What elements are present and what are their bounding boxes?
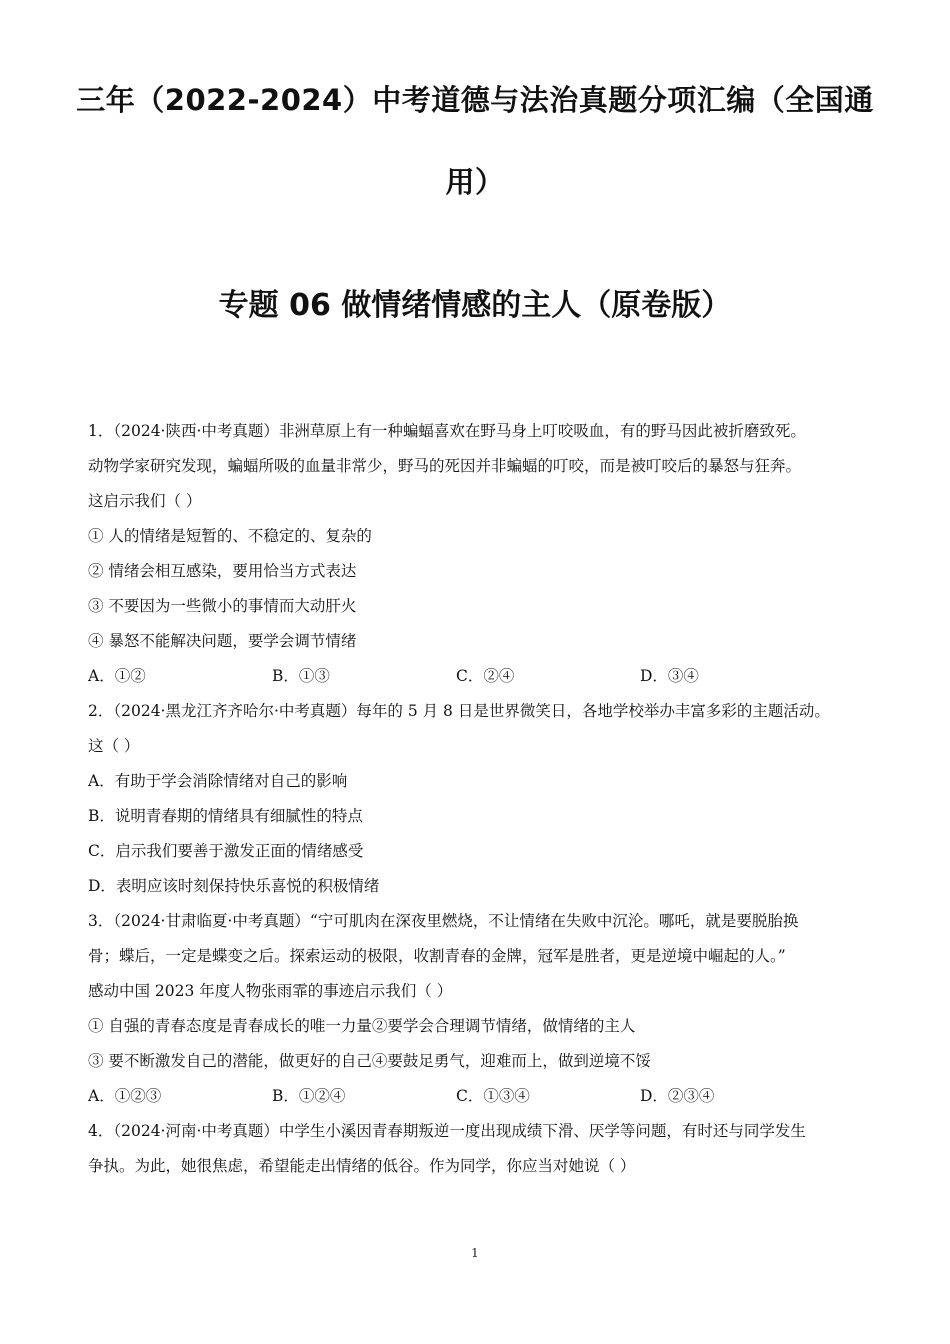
question-4-stem-line: 4．（2024·河南·中考真题）中学生小溪因青春期叛逆一度出现成绩下滑、厌学等问题，有时还与同学发生 — [88, 1122, 806, 1140]
option-c: C．②④ — [456, 667, 515, 685]
question-3-stem-line: 骨；蝶后，一定是蝶变之后。探索运动的极限，收割青春的金牌，冠军是胜者，更是逆境中崛起的人。” — [88, 947, 786, 965]
question-2-option: C．启示我们要善于激发正面的情绪感受 — [88, 842, 364, 860]
option-a: A．①②③ — [88, 1087, 162, 1105]
question-3-stem-line: 3．（2024·甘肃临夏·中考真题）“宁可肌肉在深夜里燃烧，不让情绪在失败中沉沦。哪吒，就是要脱胎换 — [88, 912, 799, 930]
option-b: B．①③ — [272, 667, 330, 685]
question-1-statement: ④ 暴怒不能解决问题，要学会调节情绪 — [88, 632, 357, 650]
question-4 — [88, 1114, 878, 1184]
question-1-statement: ① 人的情绪是短暂的、不稳定的、复杂的 — [88, 527, 372, 545]
topic-title: 专题 06 做情绪情感的主人（原卷版） — [218, 288, 732, 323]
question-1-stem-line: 1．（2024·陕西·中考真题）非洲草原上有一种蝙蝠喜欢在野马身上叮咬吸血，有的野马因此被折磨致死。 — [88, 422, 806, 440]
option-a: A．①② — [88, 667, 146, 685]
question-1-stem-line: 这启示我们（ ） — [88, 492, 202, 510]
question-1-statement: ③ 不要因为一些微小的事情而大动肝火 — [88, 597, 357, 615]
title-line-2: 用） — [445, 165, 505, 199]
option-b: B．①②④ — [272, 1087, 346, 1105]
question-3-stem-line: 感动中国 2023 年度人物张雨霏的事迹启示我们（ ） — [88, 982, 453, 1000]
question-1-stem-line: 动物学家研究发现，蝙蝠所吸的血量非常少，野马的死因并非蝙蝠的叮咬，而是被叮咬后的暴怒与狂奔。 — [88, 457, 802, 475]
page-number: 1 — [471, 1246, 479, 1260]
option-d: D．②③④ — [640, 1087, 715, 1105]
question-3-statement: ③ 要不断激发自己的潜能，做更好的自己④要鼓足勇气，迎难而上，做到逆境不馁 — [88, 1052, 651, 1070]
option-d: D．③④ — [640, 667, 699, 685]
question-3 — [88, 904, 878, 1114]
question-1 — [88, 414, 878, 694]
question-list — [88, 414, 878, 1184]
option-c: C．①③④ — [456, 1087, 530, 1105]
question-2-option: A．有助于学会消除情绪对自己的影响 — [88, 772, 348, 790]
question-2-option: D．表明应该时刻保持快乐喜悦的积极情绪 — [88, 877, 380, 895]
question-1-options — [88, 659, 878, 694]
question-2-stem-line: 这（ ） — [88, 737, 140, 755]
question-2 — [88, 694, 878, 904]
question-3-statement: ① 自强的青春态度是青春成长的唯一力量②要学会合理调节情绪，做情绪的主人 — [88, 1017, 636, 1035]
question-1-statement: ② 情绪会相互感染，要用恰当方式表达 — [88, 562, 357, 580]
question-4-stem-line: 争执。为此，她很焦虑，希望能走出情绪的低谷。作为同学，你应当对她说（ ） — [88, 1157, 636, 1175]
title-line-1: 三年（2022-2024）中考道德与法治真题分项汇编（全国通 — [76, 83, 874, 117]
document-title — [60, 78, 890, 204]
question-2-stem-line: 2．（2024·黑龙江齐齐哈尔·中考真题）每年的 5 月 8 日是世界微笑日，各地学校举办丰富多彩的主题活动。 — [88, 702, 830, 720]
question-3-options — [88, 1079, 878, 1114]
question-2-option: B．说明青春期的情绪具有细腻性的特点 — [88, 807, 363, 825]
